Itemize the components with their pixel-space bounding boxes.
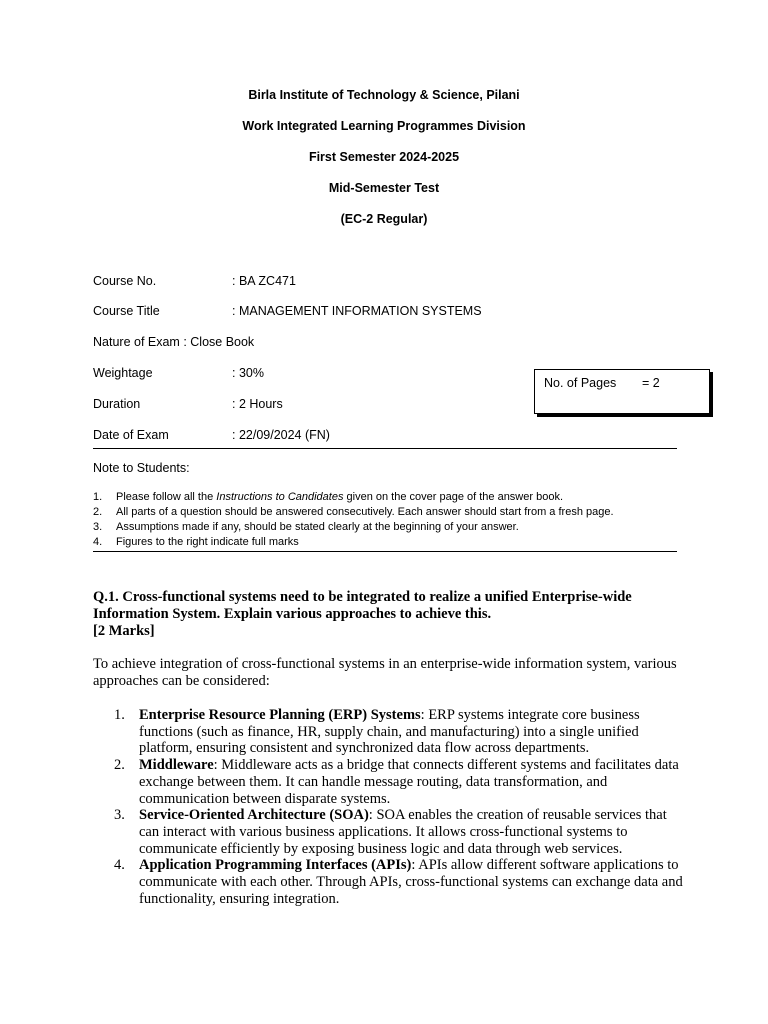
instructions-list: [93, 490, 677, 550]
item-term: Middleware: [139, 757, 214, 774]
instruction-text: Figures to the right indicate full marks: [116, 536, 299, 548]
institute-name: Birla Institute of Technology & Science, Pilani: [248, 88, 520, 102]
instruction-text: given on the cover page of the answer book.: [343, 491, 564, 503]
date-row: [93, 428, 330, 442]
instruction-emphasis: Instructions to Candidates: [216, 491, 344, 503]
answer-intro: To achieve integration of cross-functional systems in an enterprise-wide information system, various approaches can be considered:: [93, 656, 677, 689]
course-no-value: : BA ZC471: [232, 274, 296, 288]
item-term: Application Programming Interfaces (APIs): [139, 857, 412, 874]
instruction-number: 2.: [93, 506, 103, 518]
course-no-row: [93, 274, 296, 288]
instruction-text: Assumptions made if any, should be stated clearly at the beginning of your answer.: [116, 521, 519, 533]
notes-heading: Note to Students:: [93, 461, 190, 475]
instruction-item: [93, 490, 677, 505]
pages-label: No. of Pages: [544, 376, 617, 390]
item-number: 4.: [114, 857, 125, 874]
weightage-row: [93, 366, 264, 380]
instruction-number: 1.: [93, 491, 103, 503]
divider: [93, 551, 677, 552]
item-term: Service-Oriented Architecture (SOA): [139, 807, 369, 824]
instruction-item: [93, 505, 677, 520]
instruction-item: [93, 535, 677, 550]
list-item: [93, 757, 683, 807]
nature-of-exam: Nature of Exam : Close Book: [93, 335, 255, 349]
instruction-number: 4.: [93, 536, 103, 548]
division-name: Work Integrated Learning Programmes Division: [242, 119, 526, 133]
item-number: 3.: [114, 807, 125, 824]
item-desc: : ERP systems integrate core business functions (such as finance, HR, supply chain, and manufacturing) into a single unified platform, ensuring consistent and synchronized data flow across departments.: [139, 707, 640, 757]
item-number: 2.: [114, 757, 125, 774]
item-desc: : Middleware acts as a bridge that connects different systems and facilitates data exchange between them. It can handle message routing, data transformation, and communication between disparate systems.: [139, 757, 679, 807]
list-item: [93, 807, 683, 857]
semester: First Semester 2024-2025: [308, 150, 460, 164]
item-desc: : APIs allow different software applications to communicate with each other. Through APIs, cross-functional systems can exchange data and functionality, ensuring integration.: [139, 857, 683, 907]
duration-row: [93, 397, 283, 411]
course-no-label: Course No.: [93, 274, 157, 288]
duration-label: Duration: [93, 397, 141, 411]
course-title-label: Course Title: [93, 304, 160, 318]
weightage-value: : 30%: [232, 366, 264, 380]
date-label: Date of Exam: [93, 428, 169, 442]
duration-value: : 2 Hours: [232, 397, 283, 411]
list-item: [93, 857, 683, 907]
exam-type: (EC-2 Regular): [340, 212, 428, 226]
instruction-number: 3.: [93, 521, 103, 533]
list-item: [93, 707, 683, 757]
question-text: Q.1. Cross-functional systems need to be integrated to realize a unified Enterprise-wide Information System. Explain various approaches to achieve this.: [93, 589, 632, 622]
date-value: : 22/09/2024 (FN): [232, 428, 330, 442]
instruction-item: [93, 520, 677, 535]
item-number: 1.: [114, 707, 125, 723]
pages-box: [534, 369, 710, 414]
question-block: [93, 589, 683, 640]
pages-value: = 2: [642, 376, 660, 390]
course-title-row: [93, 304, 482, 318]
divider: [93, 448, 677, 449]
weightage-label: Weightage: [93, 366, 153, 380]
exam-title: Mid-Semester Test: [328, 181, 440, 195]
answer-list: [93, 707, 683, 907]
course-title-value: : MANAGEMENT INFORMATION SYSTEMS: [232, 304, 482, 318]
question-marks: [2 Marks]: [93, 623, 155, 639]
item-desc: : SOA enables the creation of reusable services that can interact with various business applications. It allows cross-functional systems to communicate efficiently by exposing business logic and data through web services.: [139, 807, 667, 857]
item-term: Enterprise Resource Planning (ERP) Systems: [139, 707, 421, 723]
instruction-text: Please follow all the: [116, 491, 217, 503]
instruction-text: All parts of a question should be answered consecutively. Each answer should start from a fresh page.: [116, 506, 614, 518]
